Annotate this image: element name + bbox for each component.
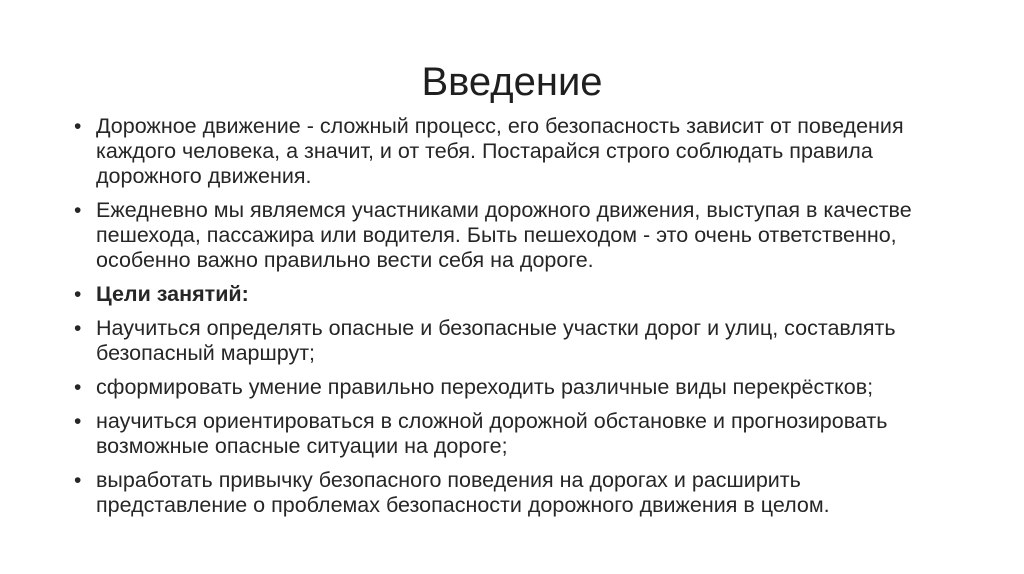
bullet-icon: • — [74, 283, 82, 306]
bullet-icon: • — [74, 199, 82, 222]
bullet-text: Ежедневно мы являемся участниками дорожного движения, выступая в качестве пешехода, пассажира или водителя. Быть пешеходом - это очень ответственно, особенно важно правильно вести себя на дороге. — [96, 198, 912, 272]
bullet-item — [74, 198, 954, 273]
bullet-item — [74, 114, 954, 189]
bullet-text: Дорожное движение - сложный процесс, его безопасность зависит от поведения каждого человека, а значит, и от тебя. Постарайся строго соблюдать правила дорожного движения. — [96, 114, 904, 188]
bullet-item-heading — [74, 282, 954, 307]
bullet-icon: • — [74, 376, 82, 399]
bullet-icon: • — [74, 410, 82, 433]
bullet-text: выработать привычку безопасного поведения на дорогах и расширить представление о проблемах безопасности дорожного движения в целом. — [96, 468, 830, 517]
bullet-item — [74, 375, 954, 400]
bullet-icon: • — [74, 115, 82, 138]
bullet-item — [74, 316, 954, 366]
slide-title: Введение — [421, 60, 603, 104]
bullet-text: Научиться определять опасные и безопасные участки дорог и улиц, составлять безопасный маршрут; — [96, 316, 896, 365]
bullet-text: сформировать умение правильно переходить различные виды перекрёстков; — [96, 375, 874, 399]
bullet-heading-text: Цели занятий: — [96, 282, 249, 306]
bullet-list — [74, 114, 954, 527]
bullet-icon: • — [74, 317, 82, 340]
bullet-icon: • — [74, 469, 82, 492]
bullet-item — [74, 409, 954, 459]
bullet-text: научиться ориентироваться в сложной дорожной обстановке и прогнозировать возможные опасные ситуации на дороге; — [96, 409, 888, 458]
bullet-item — [74, 468, 954, 518]
